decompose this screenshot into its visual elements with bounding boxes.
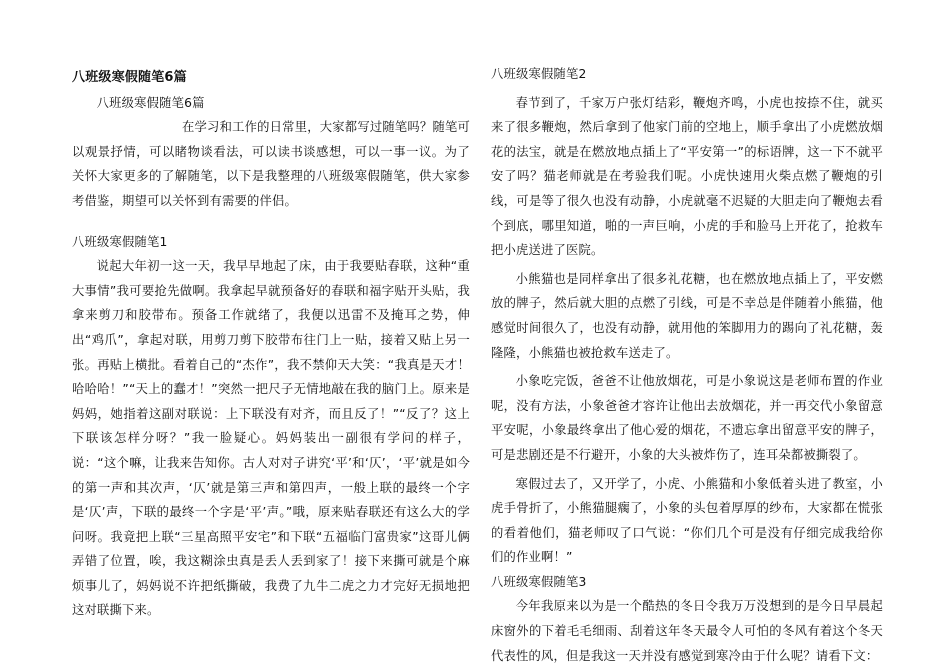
essay-2-paragraph-4: 寒假过去了，又开学了，小虎、小熊猫和小象低着头进了教室，小虎手骨折了，小熊猫腿瘸了，小象的头包着厚厚的纱布，大家都在慌张的看着他们，猫老师叹了口气说：“你们几个可是没有仔细完成我给你们的作业啊！” xyxy=(491,476,883,565)
left-column xyxy=(72,62,470,623)
essay-2-heading: 八班级寒假随笔2 xyxy=(491,67,587,81)
essay-2-paragraph-3: 小象吃完饭，爸爸不让他放烟花，可是小象说这是老师布置的作业呢，没有方法，小象爸爸才容许让他出去放烟花，并一再交代小象留意平安呢，小象最终拿出了他心爱的烟花，不遗忘拿出留意平安的牌子，可是悲剧还是不行避开，小象的大头被炸伤了，连耳朵都被撕裂了。 xyxy=(491,374,883,462)
essay-2-paragraph-1: 春节到了，千家万户张灯结彩，鞭炮齐鸣，小虎也按捺不住，就买来了很多鞭炮，然后拿到了他家门前的空地上，顺手拿出了小虎燃放烟花的法宝，就是在燃放地点插上了“平安第一”的标语牌，这一下不就平安了吗？猫老师就是在考验我们呢。小虎快速用火柴点燃了鞭炮的引线，可是等了很久也没有动静，小虎就毫不迟疑的大胆走向了鞭炮去看个到底，哪里知道，啪的一声巨响，小虎的手和脸马上开花了，抢救车把小虎送进了医院。 xyxy=(491,95,883,258)
right-column xyxy=(491,62,883,668)
essay-3-paragraph: 今年我原来以为是一个酷热的冬日令我万万没想到的是今日早晨起床窗外的下着毛毛细雨、刮着这年冬天最令人可怕的冬风有着这个冬天代表性的风，但是我这一天并没有感觉到寒冷由于什么呢？请看下文： xyxy=(491,599,883,663)
essay-3-heading: 八班级寒假随笔3 xyxy=(491,574,587,589)
essay-1-heading: 八班级寒假随笔1 xyxy=(72,234,168,249)
intro-paragraph: 在学习和工作的日常里，大家都写过随笔吗？随笔可以观景抒情，可以睹物谈看法，可以读书谈感想，可以一事一议。为了关怀大家更多的了解随笔，以下是我整理的八班级寒假随笔，供大家参考借鉴，期望可以关怀到有需要的伴侣。 xyxy=(72,120,470,208)
document-title: 八班级寒假随笔6篇 xyxy=(72,70,187,85)
document-subtitle: 八班级寒假随笔6篇 xyxy=(96,95,205,110)
essay-1-paragraph: 说起大年初一这一天，我早早地起了床，由于我要贴春联，这种“重大事情”我可要抢先做啊。我拿起早就预备好的春联和福字贴开头贴，我拿来剪刀和胶带布。预备工作就绪了，我便以迅雷不及掩耳之势，伸出“鸡爪”，拿起对联，用剪刀剪下胶带布往门上一贴，接着又贴上另一张。再贴上横批。看着自己的“杰作”，我不禁仰天大笑：“我真是天才！哈哈哈！”“天上的蠢才！”突然一把尺子无情地敲在我的脑门上。原来是妈妈，她指着这副对联说：上下联没有对齐，而且反了！”“反了？这上下联该怎样分呀？”我一脸疑心。妈妈装出一副很有学问的样子，说：“这个嘛，让我来告知你。古人对对子讲究‘平’和‘仄’，‘平’就是如今的第一声和其次声，‘仄’就是第三声和第四声，一般上联的最终一个字是‘仄’声，下联的最终一个字是‘平’声。”哦，原来贴春联还有这么大的学问呀。我竟把上联“三星高照平安宅”和下联“五福临门富贵家”这哥儿俩弄错了位置，唉，我这糊涂虫真是丢人丢到家了！接下来撕可就是个麻烦事儿了，妈妈说不许把纸撕破，我费了九牛二虎之力才完好无损地把这对联撕下来。 xyxy=(72,259,470,618)
essay-2-paragraph-2: 小熊猫也是同样拿出了很多礼花糖，也在燃放地点插上了，平安燃放的牌子，然后就大胆的点燃了引线，可是不幸总是伴随着小熊猫，他感觉时间很久了，也没有动静，就用他的笨脚用力的踢向了礼花糖，轰隆隆，小熊猫也被抢救车送走了。 xyxy=(491,271,883,360)
